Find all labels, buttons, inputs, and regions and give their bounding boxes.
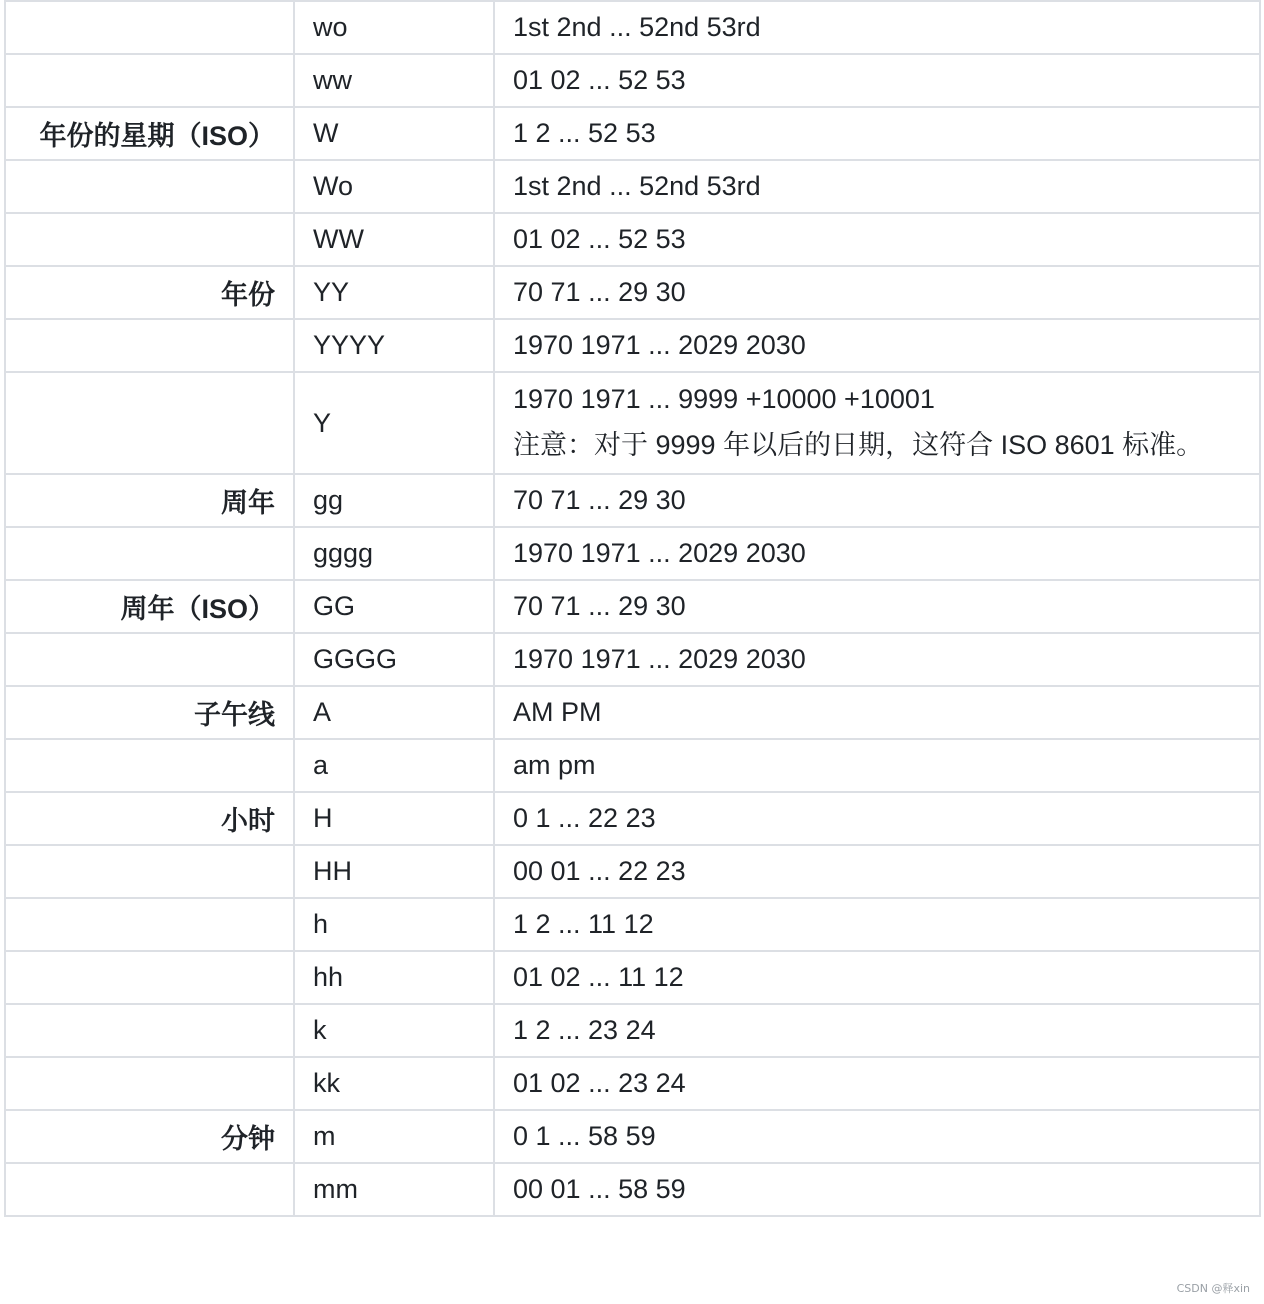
token-cell: YYYY (294, 319, 494, 372)
output-cell: 1970 1971 ... 2029 2030 (494, 527, 1260, 580)
token-cell: a (294, 739, 494, 792)
format-token-table (4, 0, 1261, 1217)
output-cell: 01 02 ... 23 24 (494, 1057, 1260, 1110)
token-cell: gggg (294, 527, 494, 580)
category-cell (5, 54, 294, 107)
category-cell: 周年（ISO） (5, 580, 294, 633)
table-row (5, 951, 1260, 1004)
table-row (5, 160, 1260, 213)
category-cell (5, 372, 294, 474)
output-cell (494, 372, 1260, 474)
category-cell (5, 951, 294, 1004)
table-row (5, 319, 1260, 372)
token-cell: HH (294, 845, 494, 898)
token-cell: kk (294, 1057, 494, 1110)
table-row (5, 1004, 1260, 1057)
output-cell: 70 71 ... 29 30 (494, 266, 1260, 319)
output-cell: 01 02 ... 52 53 (494, 213, 1260, 266)
token-cell: Wo (294, 160, 494, 213)
table-row (5, 527, 1260, 580)
table-row (5, 1163, 1260, 1216)
table-row (5, 898, 1260, 951)
table-row (5, 686, 1260, 739)
token-cell: h (294, 898, 494, 951)
table-row (5, 266, 1260, 319)
output-cell: 00 01 ... 22 23 (494, 845, 1260, 898)
token-cell: ww (294, 54, 494, 107)
output-cell: 00 01 ... 58 59 (494, 1163, 1260, 1216)
token-cell: GG (294, 580, 494, 633)
output-cell: am pm (494, 739, 1260, 792)
category-cell (5, 1, 294, 54)
category-cell (5, 739, 294, 792)
token-cell: A (294, 686, 494, 739)
category-cell: 年份的星期（ISO） (5, 107, 294, 160)
token-cell: m (294, 1110, 494, 1163)
table-row (5, 845, 1260, 898)
output-cell: 1st 2nd ... 52nd 53rd (494, 160, 1260, 213)
table-row (5, 54, 1260, 107)
output-note: 注意：对于 9999 年以后的日期，这符合 ISO 8601 标准。 (513, 430, 1204, 460)
table-row (5, 1, 1260, 54)
token-cell: wo (294, 1, 494, 54)
table-row (5, 633, 1260, 686)
token-cell: H (294, 792, 494, 845)
table-row (5, 372, 1260, 474)
output-cell: 1 2 ... 23 24 (494, 1004, 1260, 1057)
category-cell (5, 845, 294, 898)
table-row (5, 474, 1260, 527)
output-cell: 70 71 ... 29 30 (494, 474, 1260, 527)
token-cell: GGGG (294, 633, 494, 686)
token-cell: mm (294, 1163, 494, 1216)
category-cell (5, 160, 294, 213)
output-cell: 1 2 ... 52 53 (494, 107, 1260, 160)
category-cell (5, 1057, 294, 1110)
token-cell: Y (294, 372, 494, 474)
token-cell: W (294, 107, 494, 160)
category-cell (5, 1163, 294, 1216)
output-cell: 70 71 ... 29 30 (494, 580, 1260, 633)
category-cell (5, 633, 294, 686)
output-cell: 01 02 ... 11 12 (494, 951, 1260, 1004)
token-cell: YY (294, 266, 494, 319)
table-row (5, 107, 1260, 160)
category-cell: 周年 (5, 474, 294, 527)
output-cell: 1st 2nd ... 52nd 53rd (494, 1, 1260, 54)
table-row (5, 792, 1260, 845)
table-row (5, 739, 1260, 792)
output-cell: 1970 1971 ... 2029 2030 (494, 633, 1260, 686)
category-cell (5, 319, 294, 372)
output-cell: AM PM (494, 686, 1260, 739)
category-cell (5, 898, 294, 951)
table-row (5, 580, 1260, 633)
output-cell: 0 1 ... 22 23 (494, 792, 1260, 845)
token-cell: gg (294, 474, 494, 527)
output-cell: 1 2 ... 11 12 (494, 898, 1260, 951)
token-cell: k (294, 1004, 494, 1057)
output-cell: 0 1 ... 58 59 (494, 1110, 1260, 1163)
token-cell: WW (294, 213, 494, 266)
output-cell: 1970 1971 ... 2029 2030 (494, 319, 1260, 372)
table-row (5, 1110, 1260, 1163)
category-cell: 小时 (5, 792, 294, 845)
token-cell: hh (294, 951, 494, 1004)
table-row (5, 1057, 1260, 1110)
output-value: 1970 1971 ... 9999 +10000 +10001 (513, 384, 935, 414)
category-cell: 年份 (5, 266, 294, 319)
category-cell (5, 1004, 294, 1057)
table-row (5, 213, 1260, 266)
output-cell: 01 02 ... 52 53 (494, 54, 1260, 107)
category-cell (5, 213, 294, 266)
category-cell (5, 527, 294, 580)
category-cell: 子午线 (5, 686, 294, 739)
watermark: CSDN @释xin (1176, 1282, 1250, 1295)
category-cell: 分钟 (5, 1110, 294, 1163)
